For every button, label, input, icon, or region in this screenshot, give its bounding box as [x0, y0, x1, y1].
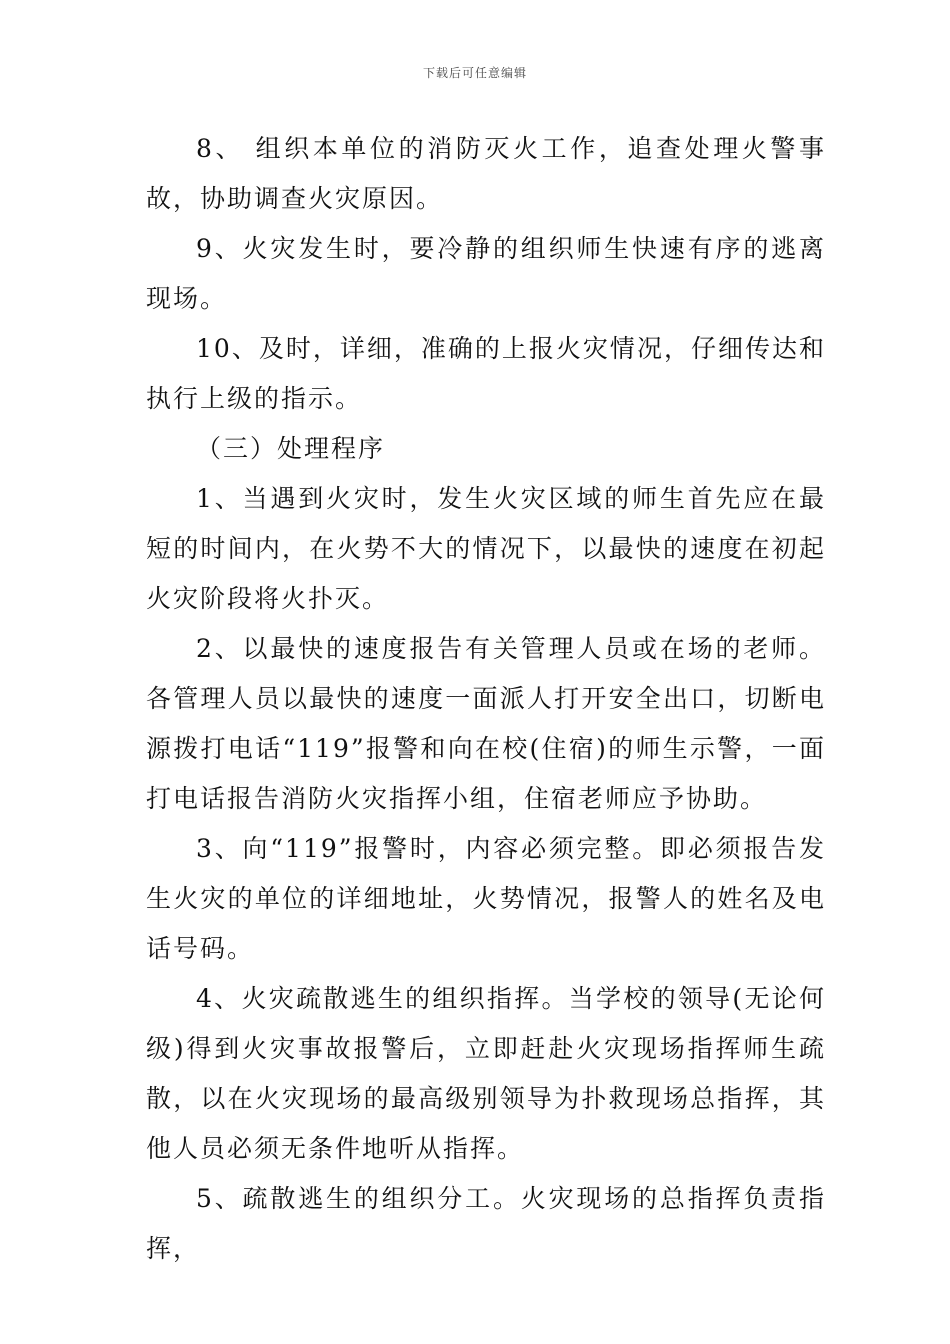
- paragraph-item-9: 9、火灾发生时，要冷静的组织师生快速有序的逃离现场。: [146, 234, 826, 313]
- paragraph-step-2: 2、以最快的速度报告有关管理人员或在场的老师。各管理人员以最快的速度一面派人打开安全出口，切断电源拨打电话“119”报警和向在校(住宿)的师生示警，一面打电话报告消防火灾指挥小组，住宿老师应予协助。: [146, 634, 826, 813]
- paragraph-step-1: 1、当遇到火灾时，发生火灾区域的师生首先应在最短的时间内，在火势不大的情况下，以最快的速度在初起火灾阶段将火扑灭。: [146, 484, 826, 613]
- paragraph-item-10: 10、及时，详细，准确的上报火灾情况，仔细传达和执行上级的指示。: [146, 334, 826, 413]
- paragraph-step-5: 5、疏散逃生的组织分工。火灾现场的总指挥负责指挥，: [146, 1184, 826, 1263]
- paragraph-step-3: 3、向“119”报警时，内容必须完整。即必须报告发生火灾的单位的详细地址，火势情况，报警人的姓名及电话号码。: [146, 834, 826, 963]
- paragraph-item-8: 8、 组织本单位的消防灭火工作，追查处理火警事故，协助调查火灾原因。: [146, 134, 826, 213]
- document-body: [146, 124, 826, 1274]
- page-header: 下载后可任意编辑: [422, 66, 527, 80]
- paragraph-step-4: 4、火灾疏散逃生的组织指挥。当学校的领导(无论何级)得到火灾事故报警后，立即赶赴火灾现场指挥师生疏散，以在火灾现场的最高级别领导为扑救现场总指挥，其他人员必须无条件地听从指挥。: [146, 984, 826, 1163]
- section-heading-procedure: （三）处理程序: [196, 434, 386, 463]
